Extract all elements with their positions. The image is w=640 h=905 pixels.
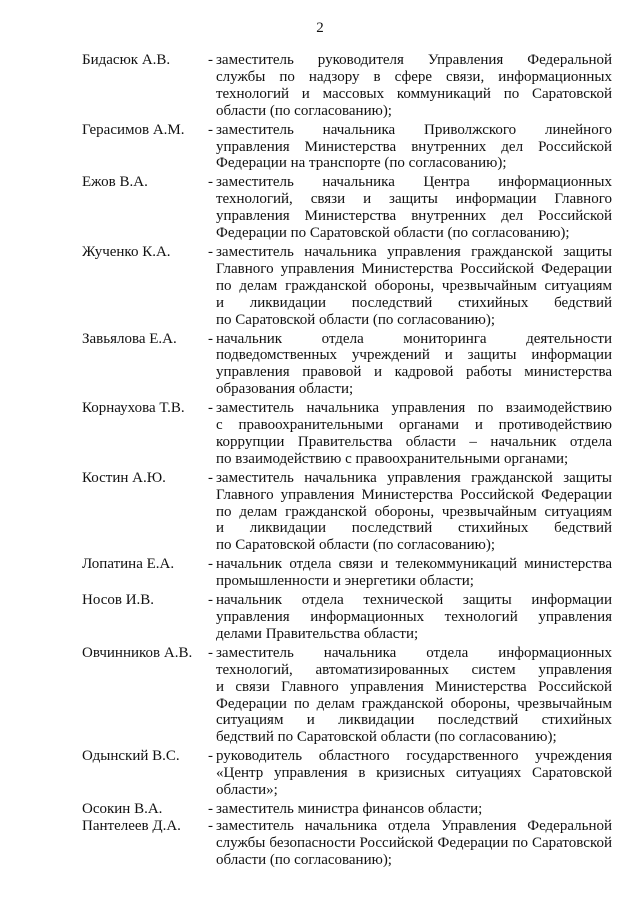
member-entry <box>82 592 612 643</box>
position-line: Федерации по делам гражданской обороны, чрезвычайным <box>216 695 612 712</box>
dash: - <box>208 748 213 765</box>
member-position <box>216 331 612 399</box>
member-entry <box>82 748 612 799</box>
position-line: заместитель руководителя Управления Федеральной <box>216 52 612 68</box>
dash: - <box>208 644 213 661</box>
position-line: и ликвидации последствий стихийных бедствий <box>216 294 612 311</box>
position-line: заместитель начальника управления гражданской защиты <box>216 469 612 486</box>
position-line: и ликвидации последствий стихийных бедствий <box>216 520 612 537</box>
position-line: заместитель начальника отдела информационных <box>216 644 612 661</box>
dash: - <box>208 469 213 486</box>
position-line: Федерации по Саратовской области (по согласованию); <box>216 225 570 242</box>
position-line: делами Правительства области; <box>216 625 419 642</box>
dash: - <box>208 592 213 609</box>
position-line: Главного управления Министерства Российской Федерации <box>216 486 612 503</box>
position-line: управления Министерства внутренних дел Российской <box>216 138 612 155</box>
member-name: Корнаухова Т.В. <box>82 400 185 417</box>
member-name: Герасимов А.М. <box>82 121 185 138</box>
position-line: заместитель начальника Центра информационных <box>216 174 612 191</box>
position-line: по делам гражданской обороны, чрезвычайным ситуациям <box>216 277 612 294</box>
position-line: по Саратовской области (по согласованию); <box>216 311 496 328</box>
member-name: Завьялова Е.А. <box>82 330 177 347</box>
member-name: Костин А.Ю. <box>82 469 166 486</box>
position-line: заместитель начальника Приволжского линейного <box>216 121 612 138</box>
position-line: начальник отдела мониторинга деятельности <box>216 330 612 347</box>
position-line: технологий, связи и защиты информации Главного <box>216 191 612 208</box>
member-entry <box>82 400 612 468</box>
member-entry <box>82 174 612 242</box>
member-position <box>216 818 612 869</box>
dash: - <box>208 330 213 347</box>
member-name: Овчинников А.В. <box>82 644 193 661</box>
member-name: Бидасюк А.В. <box>82 52 171 68</box>
member-entry <box>82 52 612 120</box>
position-line: бедствий по Саратовской области (по согласованию); <box>216 729 557 746</box>
dash: - <box>208 556 213 573</box>
position-line: по делам гражданской обороны, чрезвычайным ситуациям <box>216 503 612 520</box>
position-line: области»; <box>216 782 278 799</box>
member-name: Жученко К.А. <box>82 243 171 260</box>
member-position <box>216 556 612 590</box>
position-line: заместитель начальника управления гражданской защиты <box>216 243 612 260</box>
position-line: заместитель начальника отдела Управления Федеральной <box>216 817 612 834</box>
position-line: области (по согласованию); <box>216 851 392 868</box>
page-number: 2 <box>316 20 324 36</box>
dash: - <box>208 243 213 260</box>
position-line: заместитель начальника управления по взаимодействию <box>216 400 612 417</box>
position-line: управления правовой и кадровой работы министерства <box>216 364 612 381</box>
member-name: Одынский В.С. <box>82 748 180 765</box>
position-line: службы безопасности Российской Федерации по Саратовской <box>216 834 612 851</box>
position-line: коррупции Правительства области – начальник отдела <box>216 433 612 450</box>
dash: - <box>208 400 213 417</box>
member-entry <box>82 122 612 173</box>
position-line: заместитель министра финансов области; <box>216 800 483 817</box>
position-line: подведомственных учреждений и защиты информации <box>216 347 612 364</box>
position-line: технологий, автоматизированных систем управления <box>216 661 612 678</box>
dash: - <box>208 174 213 191</box>
position-line: ситуациям и ликвидации последствий стихийных <box>216 712 612 729</box>
member-position <box>216 122 612 173</box>
commission-member-list <box>82 52 612 869</box>
member-name: Лопатина Е.А. <box>82 556 175 573</box>
member-entry <box>82 818 612 869</box>
dash: - <box>208 817 213 834</box>
position-line: области (по согласованию); <box>216 102 392 119</box>
member-position <box>216 748 612 799</box>
member-position <box>216 645 612 746</box>
member-entry <box>82 645 612 746</box>
position-line: начальник отдела связи и телекоммуникаций министерства <box>216 556 612 573</box>
member-position <box>216 174 612 242</box>
position-line: управления Министерства внутренних дел Российской <box>216 208 612 225</box>
member-position <box>216 801 612 818</box>
member-entry <box>82 244 612 329</box>
member-position <box>216 400 612 468</box>
dash: - <box>208 52 213 68</box>
position-line: и связи Главного управления Министерства Российской <box>216 678 612 695</box>
dash: - <box>208 121 213 138</box>
position-line: промышленности и энергетики области; <box>216 573 474 590</box>
position-line: образования области; <box>216 381 354 398</box>
member-name: Ежов В.А. <box>82 174 148 191</box>
position-line: службы по надзору в сфере связи, информационных <box>216 68 612 85</box>
member-name: Носов И.В. <box>82 592 155 609</box>
position-line: управления информационных технологий управления <box>216 609 612 625</box>
position-line: Федерации на транспорте (по согласованию); <box>216 155 507 172</box>
member-position <box>216 592 612 643</box>
member-name: Осокин В.А. <box>82 800 163 817</box>
member-position <box>216 52 612 120</box>
position-line: с правоохранительными органами и противодействию <box>216 417 612 434</box>
position-line: «Центр управления в кризисных ситуациях Саратовской <box>216 765 612 782</box>
dash: - <box>208 800 213 817</box>
position-line: руководитель областного государственного учреждения <box>216 748 612 765</box>
member-position <box>216 470 612 555</box>
member-name: Пантелеев Д.А. <box>82 817 181 834</box>
position-line: Главного управления Министерства Российской Федерации <box>216 260 612 277</box>
position-line: технологий и массовых коммуникаций по Саратовской <box>216 85 612 102</box>
position-line: начальник отдела технической защиты информации <box>216 592 612 609</box>
member-entry <box>82 556 612 590</box>
member-position <box>216 244 612 329</box>
member-entry <box>82 470 612 555</box>
member-entry <box>82 331 612 399</box>
position-line: по взаимодействию с правоохранительными органами; <box>216 450 569 467</box>
member-entry <box>82 801 612 818</box>
position-line: по Саратовской области (по согласованию); <box>216 537 496 554</box>
